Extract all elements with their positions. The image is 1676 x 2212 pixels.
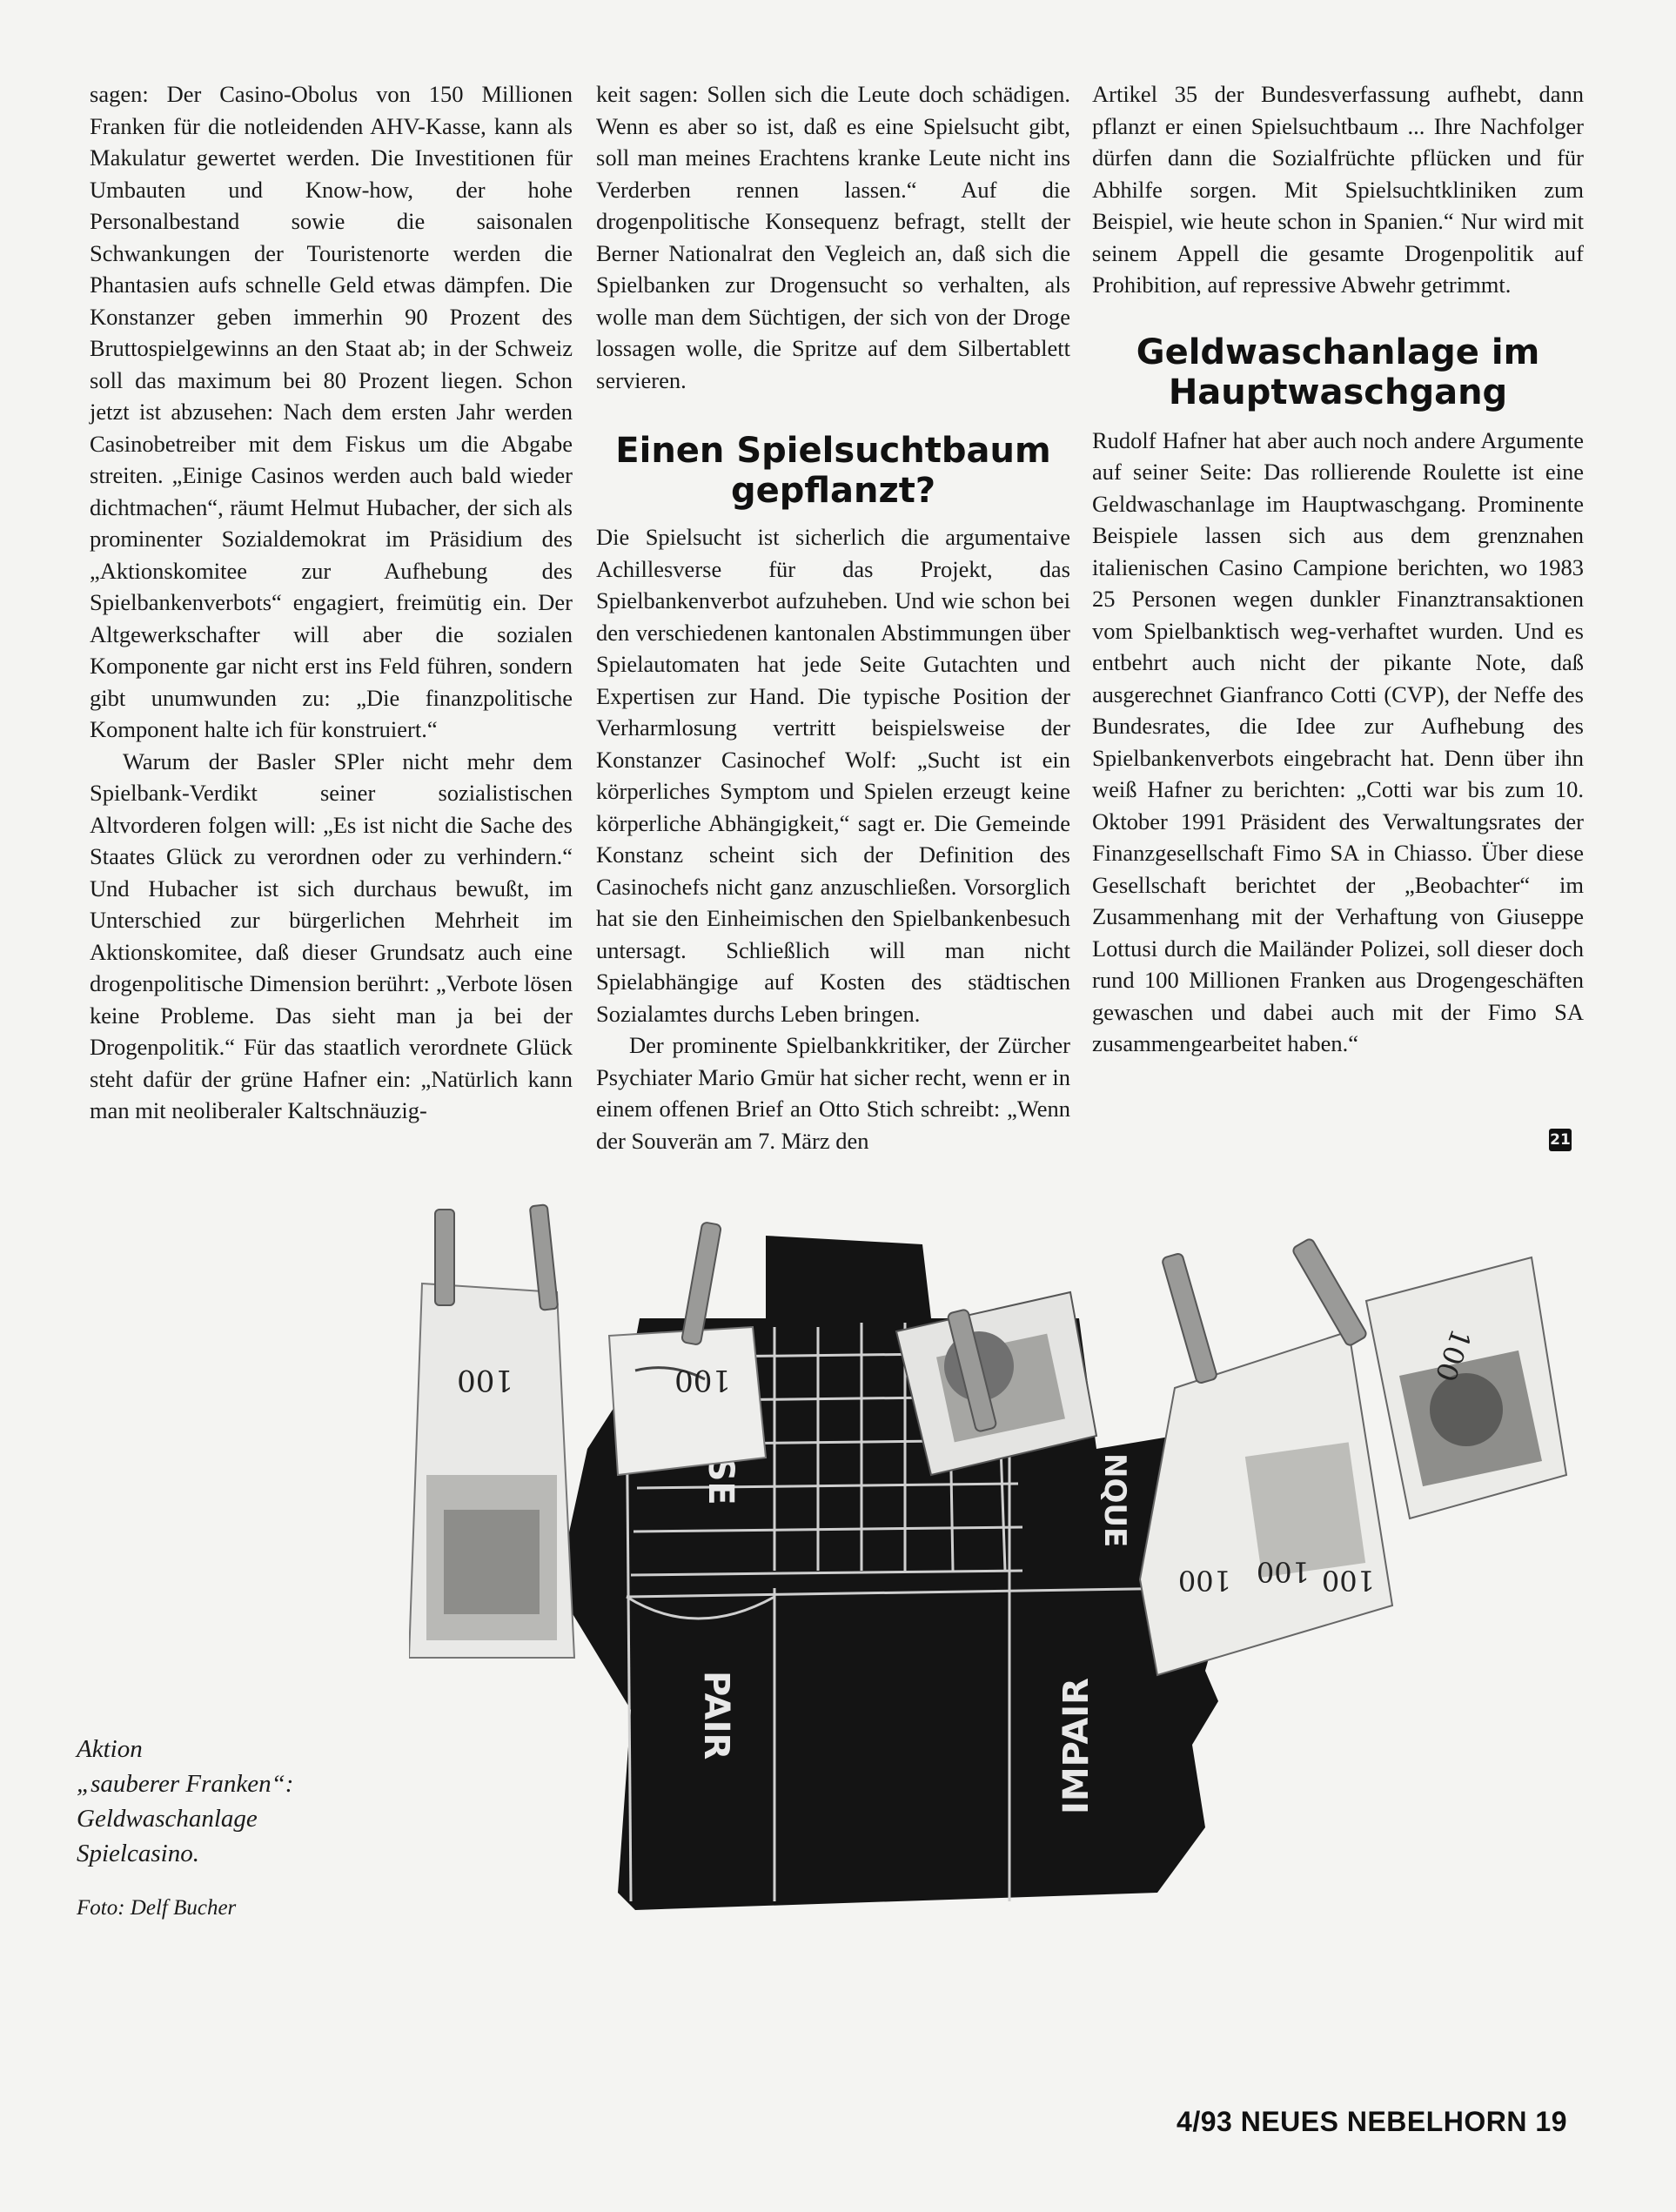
article-column-3 [1092,78,1584,1060]
article-end-mark: 21 [1549,1129,1572,1151]
impair-label: IMPAIR [1056,1678,1096,1814]
paragraph: Der prominente Spielbankkritiker, der Zürcher Psychiater Mario Gmür hat sicher recht, wenn er in einem offenen Brief an Otto Stich schreibt: „Wenn der Souverän am 7. März den [596,1032,1070,1154]
paragraph: Warum der Basler SPler nicht mehr dem Spielbank-Verdikt seiner sozialistischen Altvorderen folgen will: „Es ist nicht die Sache des Staates Glück zu verordnen oder zu verhindern.“ Und Hubacher ist sich durchaus bewußt, im Unterschied zur bürgerlichen Mehrheit im Aktionskomitee, daß dieser Grundsatz auch eine drogenpolitische Dimension berührt: „Verbote lösen keine Probleme. Das sieht man ja bei der Drogenpolitik.“ Für das staatlich verordnete Glück steht dafür der grüne Hafner ein: „Natürlich kann man mit neoliberaler Kaltschnäuzig- [90,747,573,1123]
banknote-denomination: 100 [457,1363,513,1398]
paragraph: keit sagen: Sollen sich die Leute doch schädigen. Wenn es aber so ist, daß es eine Spielsucht gibt, soll man meines Erachtens kranke Leute nicht ins Verderben rennen lassen.“ Auf die drogenpolitische Konsequenz befragt, stellt der Berner Nationalrat den Vegleich an, daß sich die Spielbanken zur Drogensucht so verhalten, als wolle man dem Süchtigen, der sich von der Droge lossagen wolle, die Spritze auf dem Silbertablett servieren. [596,81,1070,393]
section-heading-spielsucht: Einen Spielsuchtbaum gepflanzt? [615,431,1051,511]
pair-label: PAIR [696,1671,736,1760]
caption-line: Aktion [77,1735,143,1763]
section-heading-geldwaschanlage: Geldwaschanlage im Hauptwaschgang [1136,332,1540,412]
photo-caption [77,1732,372,1923]
banknote-denomination: 100 [1428,1324,1478,1386]
banknote [409,1284,574,1658]
manque-label: NQUE [1097,1453,1132,1548]
banknote-denomination: 100 [1321,1564,1375,1597]
page-footer: 4/93 NEUES NEBELHORN 19 [1177,2106,1567,2137]
banknote-denomination: 100 [1256,1555,1310,1588]
paragraph: sagen: Der Casino-Obolus von 150 Millionen Franken für die notleidenden AHV-Kasse, kann als Makulatur gewertet werden. Die Investitionen für Umbauten und Know-how, der hohe Personalbestand sowie die saisonalen Schwankungen der Touristenorte werden die Phantasien aufs schnelle Geld etwas dämpfen. Die Konstanzer geben immerhin 90 Prozent des Bruttospielgewinns an den Staat ab; in der Schweiz soll das maximum bei 80 Prozent liegen. Schon jetzt ist abzusehen: Nach dem ersten Jahr werden Casinobetreiber mit dem Fiskus um die Abgabe streiten. „Einige Casinos werden auch bald wieder dichtmachen“, räumt Helmut Hubacher, der sich als prominenter Sozialdemokrat im Präsidium des „Aktionskomitee zur Aufhebung des Spielbankenverbots“ engagiert, freimütig ein. Der Altgewerkschafter will aber die sozialen Komponente gar nicht erst ins Feld führen, sondern gibt unumwunden zu: „Die finanzpolitische Komponent halte ich für konstruiert.“ [90,81,573,742]
caption-line: Geldwaschanlage [77,1805,258,1833]
banknote [609,1327,766,1475]
caption-line: „sauberer Franken“: [77,1770,294,1798]
photo-credit: Foto: Delf Bucher [77,1896,237,1920]
paragraph: Artikel 35 der Bundesverfassung aufhebt, dann pflanzt er einen Spielsuchtbaum ... Ihre Nachfolger dürfen dann die Sozialfrüchte pflücken und für Abhilfe sorgen. Mit Spielsuchtkliniken zum Beispiel, wie heute schon in Spanien.“ Nur wird mit seinem Appell die gesamte Drogenpolitik auf Prohibition, auf repressive Abwehr getrimmt. [1092,81,1584,298]
paragraph: Rudolf Hafner hat aber auch noch andere Argumente auf seiner Seite: Das rollierende Roulette ist eine Geldwaschanlage im Hauptwaschgang. Prominente Beispiele lassen sich aus dem grenznahen italienischen Casino Campione berichten, wo 1983 25 Personen wegen dunkler Finanztransaktionen vom Spielbanktisch weg-verhaftet wurden. Und es entbehrt auch nicht der pikante Note, daß ausgerechnet Gianfranco Cotti (CVP), der Neffe des Bundesrates, die Idee zur Aufhebung des Spielbankenverbots eingebracht hat. Denn über ihn weiß Hafner zu berichten: „Cotti war bis zum 10. Oktober 1991 Präsident des Verwaltungsrates der Finanzgesellschaft Fimo SA in Chiasso. Über diese Gesellschaft berichtet der „Beobachter“ im Zusammenhang mit der Verhaftung von Giuseppe Lottusi durch die Mailänder Polizei, soll dieser doch rund 100 Millionen Franken aus Drogengeschäften gewaschen und dabei auch mit der Fimo SA zusammengearbeitet haben.“ [1092,426,1584,1056]
photo-casino-table-with-banknotes [409,1188,1619,1954]
article-column-1 [90,78,573,1127]
banknote-denomination: 100 [674,1363,731,1398]
paragraph: Die Spielsucht ist sicherlich die argumentaive Achillesverse für das Projekt, das Spielbankenverbot aufzuheben. Und wie schon bei den verschiedenen kantonalen Abstimmungen über Spielautomaten hat jede Seite Gutachten und Expertisen zur Hand. Die typische Position der Verharmlosung vertritt beispielsweise der Konstanzer Casinochef Wolf: „Sucht ist ein körperliches Symptom und Spielen erzeugt keine körperliche Abhängigkeit,“ sagt er. Die Gemeinde Konstanz scheint sich der Definition des Casinochefs nicht ganz anzuschließen. Vorsorglich hat sie den Einheimischen den Spielbankenbesuch untersagt. Schließlich will man nicht Spielabhängige auf Kosten des städtischen Sozialamtes durchs Leben bringen. [596,524,1070,1027]
article-column-2 [596,78,1070,1156]
caption-line: Spielcasino. [77,1840,199,1867]
banknote-denomination: 100 [1177,1564,1231,1597]
